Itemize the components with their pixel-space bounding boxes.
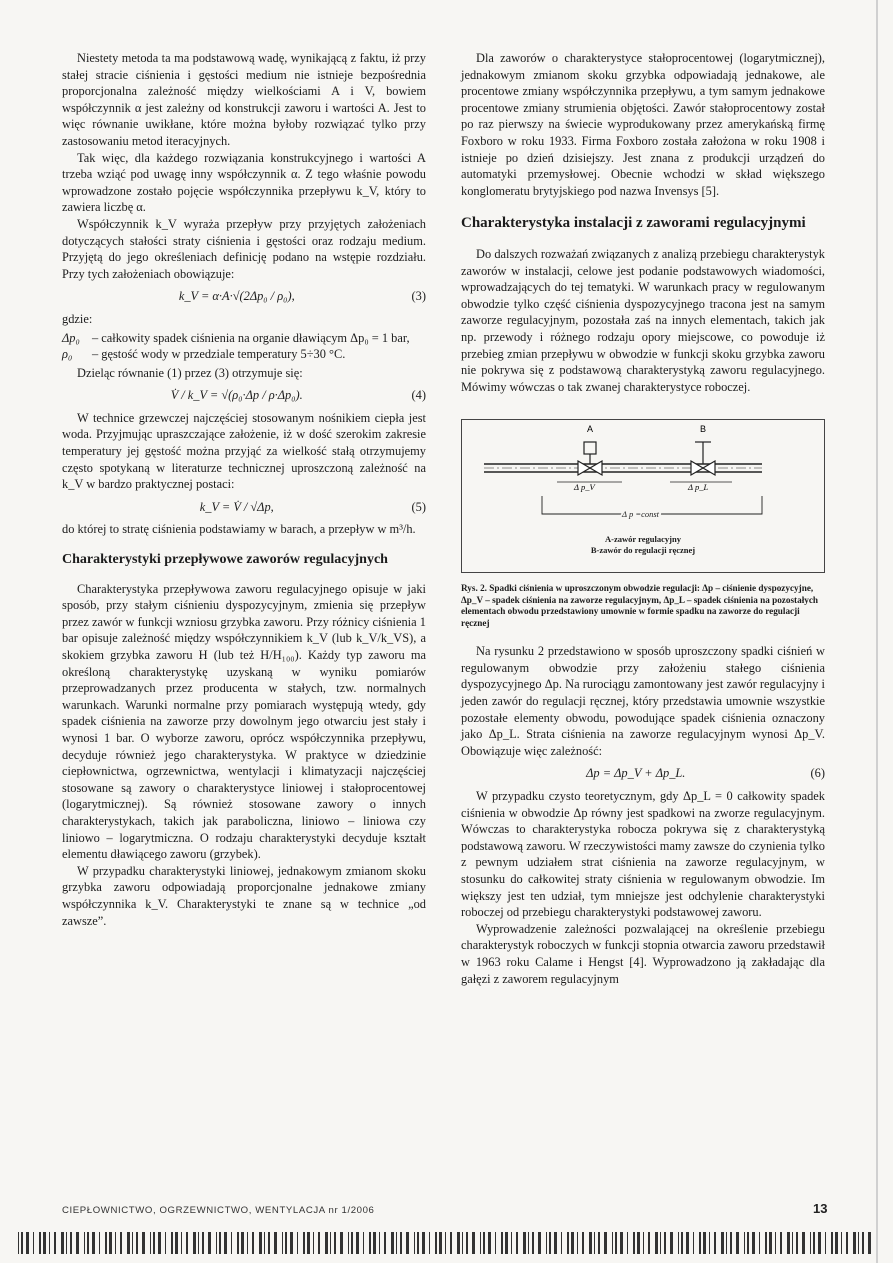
paragraph: Na rysunku 2 przedstawiono w sposób uproszczony spadki ciśnień w regulowanym obwodzie przy założeniu stałego ciśnienia dyspozycyjnego Δp. Na rurociągu zamontowany jest zawór regulacyjny i jeden zawór do regulacji ręcznej, który przedstawia umownie wszystkie pozostałe elementy obwodu, powodujące spadek ciśnienia oznaczony jako Δp_L. Strata ciśnienia na zaworze regulacyjnym wynosi Δp_V. Obowiązuje więc zależność: [461, 644, 825, 758]
dpl-label: Δ p_L [688, 482, 709, 493]
equation-3 [62, 288, 426, 305]
equation-expression: V̇ / k_V = √(ρ₀·Δp / ρ·Δp₀). [170, 388, 303, 403]
equation-5 [62, 499, 426, 516]
paragraph: Współczynnik k_V wyraża przepływ przy przyjętych założeniach dotyczących stałości straty ciśnienia i gęstości oraz rodzaju medium. Przyjętą do jego określeniach definicję podano na wstępie rozdziału. Przy tych założeniach obowiązuje: [62, 216, 426, 281]
equation-6 [461, 765, 825, 782]
figure-2 [461, 419, 825, 573]
equation-number: (4) [411, 388, 426, 403]
pipeline [484, 464, 762, 472]
paragraph: Dzieląc równanie (1) przez (3) otrzymuje się: [77, 365, 303, 380]
valve-b-label: B [700, 424, 707, 435]
legend-item: A-zawór regulacyjny [605, 534, 681, 545]
valve-a-label: A [587, 424, 594, 435]
page-number: 13 [813, 1201, 828, 1216]
paragraph: Charakterystyka przepływowa zaworu regulacyjnego opisuje w jaki sposób, przy stałym ciśnieniu dyspozycyjnym, zmienia się przepływ przez zawór w funkcji wzniosu grzybka zaworu. Przy różnicy ciśnienia 1 bar opisuje zależność między współczynnikiem k_V (lub k_V/k_VS), a skokiem grzybka zaworu H (lub też H/H₁₀₀). Każdy typ zaworu ma określoną charakterystykę uzyskaną w wyniku pomiarów przeprowadzanych przez producenta w stałych, tzw. normalnych warunkach. Warunki normalne przy pomiarach występują wtedy, gdy spadek ciśnienia na zaworze przy dowolnym jego otwarciu jest stały i wynosi 1 bar. O wyborze zaworu, oprócz współczynnika przepływu, decyduje również jego charakterystyka. W praktyce w dziedzinie ciepłownictwa, ogrzewnictwa, wentylacji i klimatyzacji najczęściej stosowane są zawory o charakterystyce liniowej i stałoprocentowej (logarytmicznej). Są również stosowane zawory o innych charakterystykach, takich jak paraboliczna, liniowo – liniowa czy liniowo – logarytmiczna. O rodzaju charakterystyki decyduje kształt elementu dławiącego zaworu (grzybek). [62, 581, 426, 862]
section-heading: Charakterystyki przepływowe zaworów regulacyjnych [62, 552, 388, 568]
paragraph: do której to stratę ciśnienia podstawiamy w barach, a przepływ w m³/h. [62, 522, 416, 537]
paragraph: Wyprowadzenie zależności pozwalającej na określenie przebiegu charakterystyk roboczych w funkcji stopnia otwarcia zaworu przedstawił w 1963 roku Calame i Hengst [4]. Wyprowadzono ją zakładając dla gałęzi z zaworem regulacyjnym [461, 921, 825, 986]
equation-expression: k_V = V̇ / √Δp, [199, 499, 274, 514]
paragraph: Dla zaworów o charakterystyce stałoprocentowej (logarytmicznej), jednakowym zmianom skoku grzybka odpowiadają jednakowe, ale procentowe zmiany współczynnika przepływu, a tym samym jednakowe procentowe zmiany strumienia objętości. Zawór stałoprocentowy został po raz pierwszy na świecie wyprodukowany przez amerykańską firmę Foxboro w roku 1933. Firma Foxboro została założona w roku 1908 i istnieje po dzień dzisiejszy. Jest znana z produkcji urządzeń do automatyki przemysłowej. Obecnie wchodzi w skład większego konglomeratu brytyjskiego pod nazwa Invensys [5]. [461, 51, 825, 198]
equation-number: (5) [411, 499, 426, 514]
definition-symbol: Δp₀ [62, 330, 80, 345]
dpv-label: Δ p_V [574, 482, 595, 493]
equation-expression: k_V = α·A·√(2Δp₀ / ρ₀), [178, 289, 295, 304]
equation-number: (6) [810, 766, 825, 781]
paragraph: Do dalszych rozważań związanych z analizą przebiegu charakterystyk zaworów w instalacji, celowe jest podanie podstawowych wiadomości, wprowadzających do tej tematyki. W warunkach pracy w regulowanym obwodzie tylko część ciśnienia dyspozycyjnego tracona jest na samym zaworze regulacyjnym, pozostała zaś na innych elementach, takich jak np. przewody i różnego rodzaju opory miejscowe, co powoduje iż przebieg zmian przepływu w obwodzie w funkcji skoku grzybka zaworu nie pokrywa się z podstawową charakterystyką zaworu regulacyjnego. Mówimy wówczas o tak zwanej charakterystyce roboczej. [461, 246, 825, 394]
symbol-definitions [62, 330, 426, 363]
valve-a-icon [578, 461, 590, 475]
equation-4 [62, 387, 426, 404]
equation-expression: Δp = Δp_V + Δp_L. [586, 766, 686, 781]
paragraph: W technice grzewczej najczęściej stosowanym nośnikiem ciepła jest woda. Przyjmując upraszczające założenie, iż w dość szerokim zakresie temperatury jej gęstość można przyjąć za wielkość stałą otrzymujemy często spotykaną w literaturze technicznej uproszczoną zależność na k_V w bardzo praktycznej postaci: [62, 410, 426, 492]
figure-caption: Rys. 2. Spadki ciśnienia w uproszczonym obwodzie regulacji: Δp – ciśnienie dyspozycyjne, Δp_V – spadek ciśnienia na zaworze regulacyjnym, Δp_L – spadek ciśnienia na pozostałych elementach obwodu przedstawiony umownie w formie spadku na zaworze do regulacji ręcznej [461, 583, 819, 628]
scan-barcode-strip [0, 1232, 893, 1256]
scan-edge [876, 0, 878, 1263]
actuator-icon [584, 442, 596, 454]
valve-b-icon [691, 461, 703, 475]
definition-row [62, 330, 426, 347]
definition-symbol: ρ₀ [62, 347, 73, 362]
paragraph: W przypadku charakterystyki liniowej, jednakowym zmianom skoku grzybka zaworu odpowiadają proporcjonalne jednakowe zmiany współczynnika k_V. Charakterystyki te znane są w technice „od zawsze”. [62, 863, 426, 928]
definition-text: – całkowity spadek ciśnienia na organie dławiącym Δp₀ = 1 bar, [92, 330, 410, 345]
equation-number: (3) [411, 289, 426, 304]
figure-legend [462, 534, 824, 556]
right-column [461, 50, 825, 987]
left-column [62, 50, 426, 929]
paragraph: Tak więc, dla każdego rozwiązania konstrukcyjnego i wartości A trzeba wziąć pod uwagę inny współczynnik α. Z tego właśnie powodu wprowadzone zostało pojęcie współczynnika przepływu k_V, który to zawiera liczbę α. [62, 150, 426, 215]
section-heading: Charakterystyka instalacji z zaworami regulacyjnymi [461, 215, 806, 232]
definition-text: – gęstość wody w przedziale temperatury 5÷30 °C. [92, 347, 346, 362]
gdzie-label: gdzie: [62, 311, 93, 326]
legend-item: B-zawór do regulacji ręcznej [590, 545, 696, 556]
definition-row [62, 346, 426, 363]
paragraph: Niestety metoda ta ma podstawową wadę, wynikającą z faktu, iż przy stałej stracie ciśnienia i gęstości medium nie istnieje bezpośrednia proporcjonalna zależność między wielkościami A i V, bowiem współczynnik α jest zależny od konstrukcji zaworu i wartości A. Jest to więc równanie uwikłane, które można byłoby rozwiązać tylko przy zastosowaniu metod iteracyjnych. [62, 51, 426, 148]
journal-footer: CIEPŁOWNICTWO, OGRZEWNICTWO, WENTYLACJA nr 1/2006 [62, 1205, 375, 1216]
dp-const-label: Δ p =const [622, 509, 660, 520]
paragraph: W przypadku czysto teoretycznym, gdy Δp_L = 0 całkowity spadek ciśnienia w obwodzie Δp równy jest spadkowi na zworze regulacyjnym. Wówczas to charakterystyka robocza pokrywa się z charakterystyką podstawową zaworu. W rzeczywistości mamy zawsze do czynienia tylko z pewnym udziałem strat ciśnienia na zaworze regulacyjnym, w stosunku do całkowitej straty ciśnienia w regulowanym obwodzie. Im większy jest ten udział, tym mniejsze jest odchylenie charakterystyki roboczej od przebiegu charakterystyki podstawowej zaworu. [461, 789, 825, 920]
